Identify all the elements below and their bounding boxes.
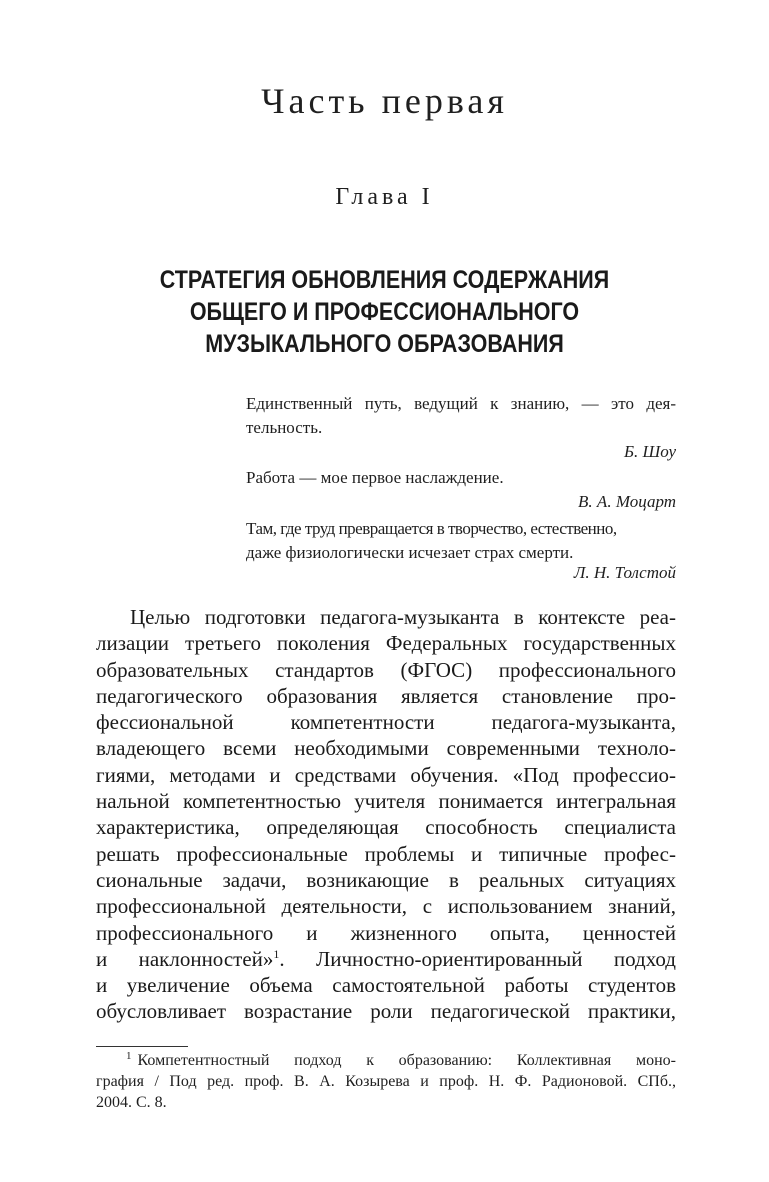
main-title-line: СТРАТЕГИЯ ОБНОВЛЕНИЯ СОДЕРЖАНИЯ (159, 266, 610, 294)
body-line-text: . Личностно-ориентированный подход (279, 946, 676, 971)
body-line: профессионального и жизненного опыта, ценностей (96, 920, 676, 945)
epigraph (246, 466, 676, 514)
epigraph-author: Л. Н. Толстой (573, 563, 676, 582)
body-line: образовательных стандартов (ФГОС) профессионального (96, 657, 676, 682)
footnote-line: 2004. С. 8. (96, 1094, 167, 1111)
part-title: Часть первая (261, 81, 508, 121)
body-line: характеристика, определяющая способность специалиста (96, 815, 676, 840)
body-line: профессиональной деятельности, с использованием знаний, (96, 894, 676, 919)
epigraph-line: даже физиологически исчезает страх смерти. (246, 543, 574, 562)
epigraph-line: Там, где труд превращается в творчество, естественно, (246, 519, 617, 538)
epigraph-author: В. А. Моцарт (578, 492, 676, 511)
epigraph (246, 392, 676, 464)
chapter-title: Глава I (335, 184, 434, 210)
footnote-marker: 1 (126, 1049, 132, 1062)
body-line: лизации третьего поколения Федеральных государственных (96, 631, 676, 656)
body-paragraph (96, 604, 676, 1025)
epigraph-line: Работа — мое первое наслаждение. (246, 468, 504, 487)
footnote-line (96, 1050, 676, 1071)
footnote (96, 1050, 676, 1113)
body-line-text: и наклонностей» (96, 946, 274, 971)
body-line: педагогического образования является становление про- (96, 683, 676, 708)
body-line: гиями, методами и средствами обучения. «Под профессио- (96, 762, 676, 787)
epigraph-line: Единственный путь, ведущий к знанию, — это дея- (246, 394, 676, 413)
body-line: и увеличение объема самостоятельной работы студентов (96, 973, 676, 998)
body-line: сиональные задачи, возникающие в реальных ситуациях (96, 867, 676, 892)
body-line (96, 946, 676, 972)
body-line: владеющего всеми необходимыми современными техноло- (96, 736, 676, 761)
epigraph-author: Б. Шоу (624, 442, 676, 461)
main-title-line: МУЗЫКАЛЬНОГО ОБРАЗОВАНИЯ (205, 330, 564, 358)
body-line: Целью подготовки педагога-музыканта в контексте реа- (130, 605, 676, 629)
footnote-text: Компетентностный подход к образованию: Коллективная моно- (137, 1052, 676, 1069)
main-title (131, 264, 638, 360)
body-line: нальной компетентностью учителя понимается интегральная (96, 789, 676, 814)
epigraph (246, 517, 676, 585)
body-line: обусловливает возрастание роли педагогической практики, (96, 999, 676, 1024)
footnote-divider (96, 1046, 188, 1047)
footnote-line: графия / Под ред. проф. В. А. Козырева и проф. Н. Ф. Радионовой. СПб., (96, 1073, 676, 1090)
epigraph-line: тельность. (246, 418, 323, 437)
body-line: решать профессиональные проблемы и типичные профес- (96, 841, 676, 866)
footnote-ref[interactable]: 1 (273, 946, 280, 961)
epigraphs (246, 392, 676, 585)
body-line: фессиональной компетентности педагога-музыканта, (96, 710, 676, 735)
main-title-line: ОБЩЕГО И ПРОФЕССИОНАЛЬНОГО (189, 298, 580, 326)
